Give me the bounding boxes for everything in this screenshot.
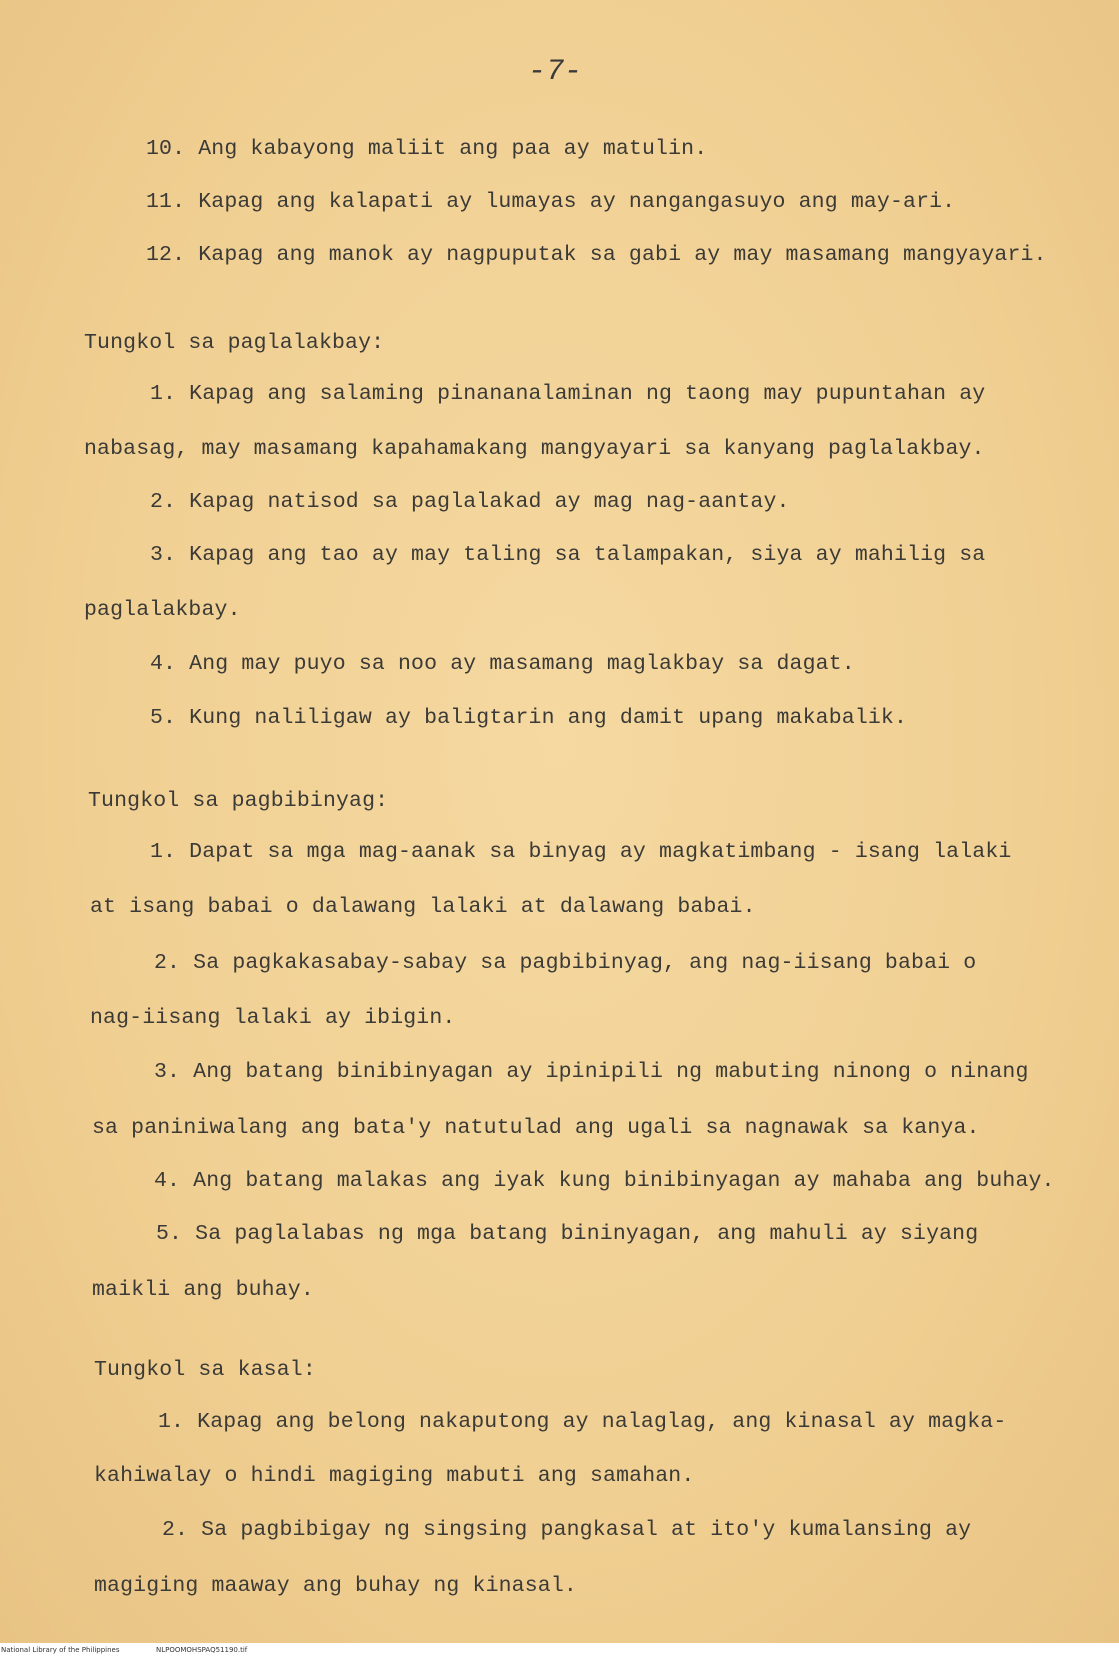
text-line: 10. Ang kabayong maliit ang paa ay matulin. — [146, 137, 708, 161]
text-line: 3. Kapag ang tao ay may taling sa talampakan, siya ay mahilig sa — [150, 543, 986, 567]
text-line: 1. Kapag ang salaming pinananalaminan ng taong may pupuntahan ay — [150, 382, 986, 406]
text-line: 3. Ang batang binibinyagan ay ipinipili ng mabuting ninong o ninang — [154, 1060, 1029, 1084]
section-heading: Tungkol sa pagbibinyag: — [88, 789, 389, 813]
text-line: sa paniniwalang ang bata'y natutulad ang ugali sa nagnawak sa kanya. — [92, 1116, 980, 1140]
text-line: 12. Kapag ang manok ay nagpuputak sa gabi ay may masamang mangyayari. — [146, 243, 1047, 267]
text-line: paglalakbay. — [84, 598, 241, 622]
text-line: 2. Kapag natisod sa paglalakad ay mag nag-aantay. — [150, 490, 790, 514]
text-line: 5. Sa paglalabas ng mga batang bininyagan, ang mahuli ay siyang — [156, 1222, 979, 1246]
text-line: nag-iisang lalaki ay ibigin. — [90, 1006, 456, 1030]
text-line: 2. Sa pagkakasabay-sabay sa pagbibinyag, ang nag-iisang babai o — [154, 951, 977, 975]
scan-footer — [0, 1643, 1119, 1658]
text-line: 4. Ang batang malakas ang iyak kung binibinyagan ay mahaba ang buhay. — [154, 1169, 1055, 1193]
text-line: 2. Sa pagbibigay ng singsing pangkasal at ito'y kumalansing ay — [162, 1518, 972, 1542]
footer-library-name: National Library of the Philippines — [1, 1646, 120, 1654]
text-line: nabasag, may masamang kapahamakang mangyayari sa kanyang paglalakbay. — [84, 437, 985, 461]
page-number: -7- — [528, 55, 583, 89]
text-line: 5. Kung naliligaw ay baligtarin ang damit upang makabalik. — [150, 706, 908, 730]
footer-file-id: NLPOOMOHSPAQ51190.tif — [156, 1646, 248, 1654]
section-heading: Tungkol sa paglalakbay: — [84, 331, 385, 355]
text-line: 1. Dapat sa mga mag-aanak sa binyag ay magkatimbang - isang lalaki — [150, 840, 1012, 864]
section-heading: Tungkol sa kasal: — [94, 1358, 316, 1382]
text-line: 4. Ang may puyo sa noo ay masamang maglakbay sa dagat. — [150, 652, 855, 676]
text-line: 11. Kapag ang kalapati ay lumayas ay nangangasuyo ang may-ari. — [146, 190, 956, 214]
text-line: 1. Kapag ang belong nakaputong ay nalaglag, ang kinasal ay magka- — [158, 1410, 1007, 1434]
text-line: magiging maaway ang buhay ng kinasal. — [94, 1574, 577, 1598]
text-line: kahiwalay o hindi magiging mabuti ang samahan. — [94, 1464, 695, 1488]
text-line: at isang babai o dalawang lalaki at dalawang babai. — [90, 895, 756, 919]
text-line: maikli ang buhay. — [92, 1278, 314, 1302]
